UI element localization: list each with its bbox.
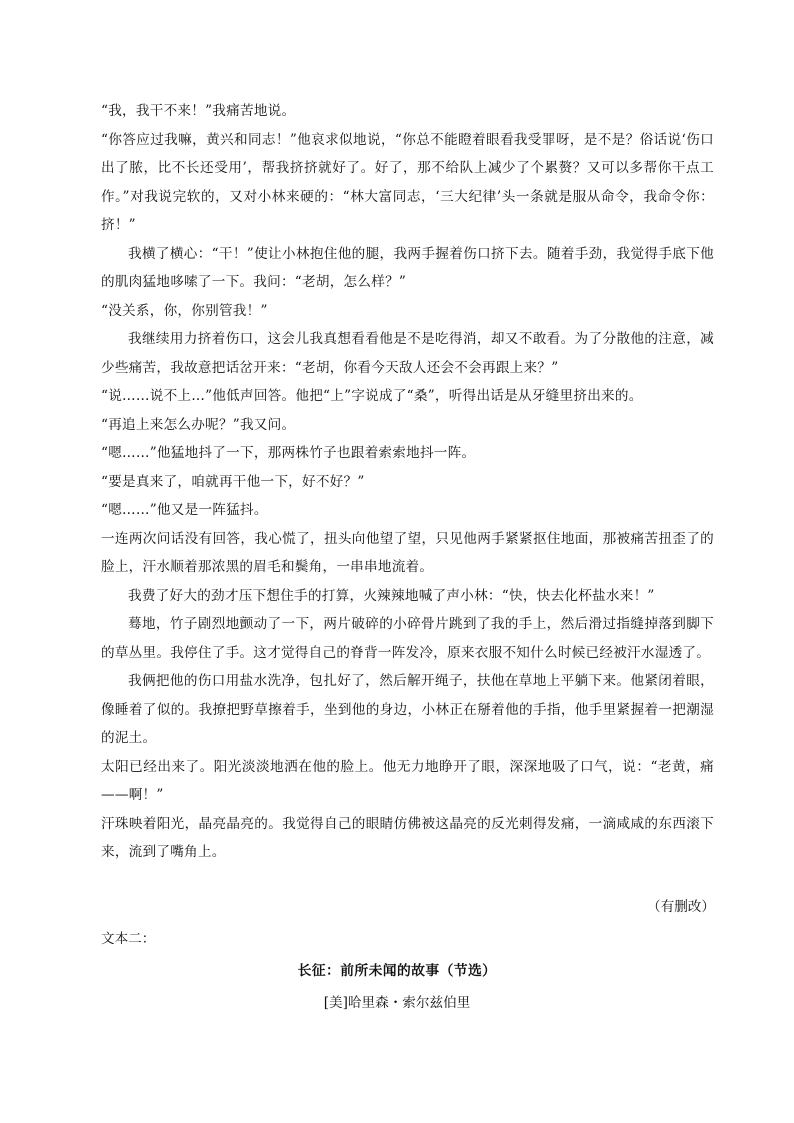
paragraph-12: 我费了好大的劲才压下想住手的打算，火辣辣地喊了声小林：“快，快去化杯盐水来！” — [128, 587, 655, 604]
paragraph-9: “要是真来了，咱就再干他一下，好不好？” — [101, 473, 365, 490]
paragraph-7: “再追上来怎么办呢？”我又问。 — [101, 416, 296, 433]
section-label: 文本二： — [101, 931, 156, 947]
paragraph-14: 我俩把他的伤口用盐水洗净，包扎好了，然后解开绳子，扶他在草地上平躺下来。他紧闭着眼，像睡着了似的。我撩把野草擦着手，坐到他的身边，小林正在掰着他的手指，他手里紧握着一把潮湿的泥土。 — [101, 673, 714, 746]
paragraph-5: 我继续用力挤着伤口，这会儿我真想看看他是不是吃得消，却又不敢看。为了分散他的注意，减少些痛苦，我故意把话岔开来：“老胡，你看今天敌人还会不会再跟上来？” — [101, 331, 714, 376]
paragraph-13: 蓦地，竹子剧烈地颤动了一下，两片破碎的小碎骨片跳到了我的手上，然后滑过指缝掉落到脚下的草丛里。我停住了手。这才觉得自己的脊背一阵发冷，原来衣服不知什么时候已经被汗水湿透了。 — [101, 616, 714, 661]
excerpt-author: [美]哈里森・索尔兹伯里 — [323, 995, 471, 1011]
paragraph-11: 一连两次问话没有回答，我心慌了，扭头向他望了望，只见他两手紧紧抠住地面，那被痛苦扭歪了的脸上，汗水顺着那浓黑的眉毛和鬓角，一串串地流着。 — [101, 530, 714, 575]
text-one-body — [101, 97, 714, 867]
paragraph-3: 我横了横心：“干！”使让小林抱住他的腿，我两手握着伤口挤下去。随着手劲，我觉得手底下他的肌肉猛地哆嗦了一下。我问：“老胡，怎么样？” — [101, 245, 714, 290]
paragraph-16: 汗珠映着阳光，晶亮晶亮的。我觉得自己的眼睛仿佛被这晶亮的反光刺得发痛，一滴咸咸的东西滚下来，流到了嘴角上。 — [101, 815, 714, 860]
paragraph-2: “你答应过我嘛，黄兴和同志！”他哀求似地说，“你总不能瞪着眼看我受罪呀，是不是？俗话说‘伤口出了脓，比不长还受用’，帮我挤挤就好了。好了，那不给队上减少了个累赘？又可以多帮你干点工作。”对我说完软的，又对小林来硬的：“林大富同志，‘三大纪律’头一条就是服从命令，我命令你：挤！” — [101, 131, 714, 233]
paragraph-6: “说……说不上…”他低声回答。他把“上”字说成了“桑”，听得出话是从牙缝里挤出来的。 — [101, 388, 643, 404]
paragraph-8: “嗯……”他猛地抖了一下，那两株竹子也跟着索索地抖一阵。 — [101, 445, 476, 461]
excerpt-title: 长征：前所未闻的故事（节选） — [297, 963, 497, 979]
paragraph-15: 太阳已经出来了。阳光淡淡地洒在他的脸上。他无力地睁开了眼，深深地吸了口气，说：“老黄，痛——啊！” — [101, 758, 714, 803]
paragraph-4: “没关系，你，你别管我！” — [101, 302, 268, 319]
revision-note: （有删改） — [647, 899, 715, 915]
paragraph-10: “嗯……”他又是一阵猛抖。 — [101, 502, 268, 518]
paragraph-1: “我，我干不来！”我痛苦地说。 — [101, 103, 296, 119]
